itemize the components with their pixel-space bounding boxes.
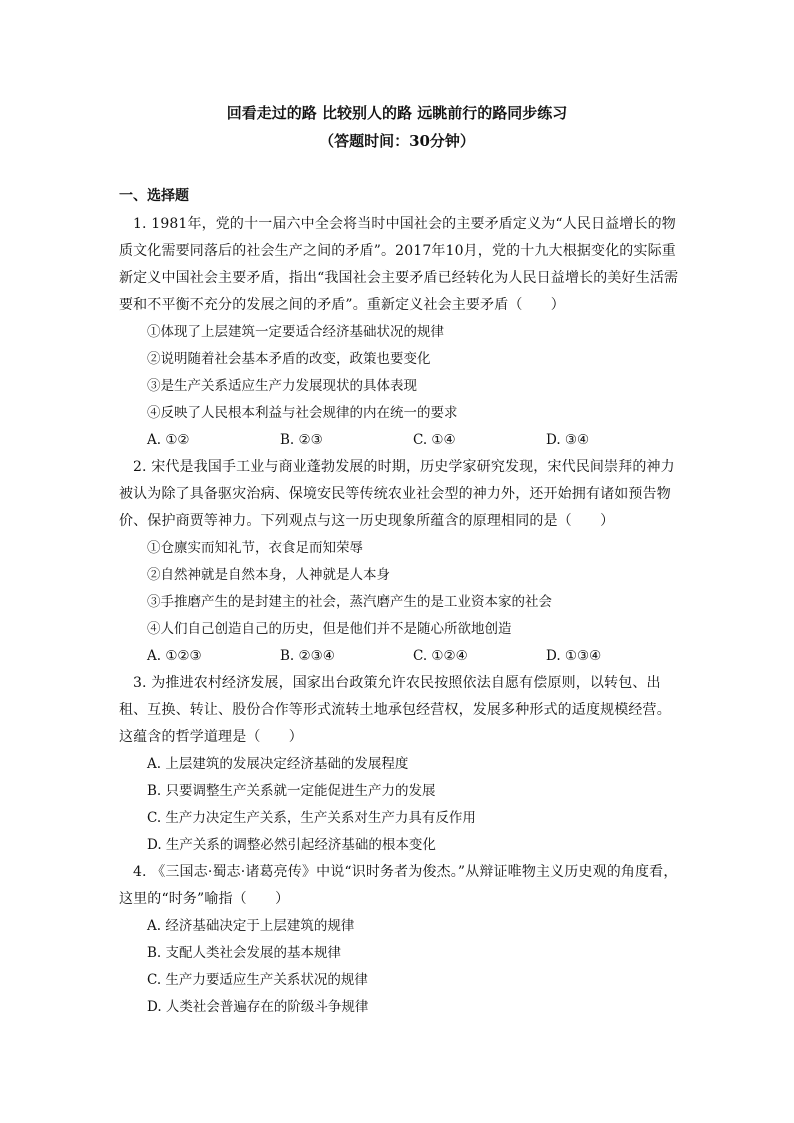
option-d: D. ①③④ — [546, 648, 602, 664]
option-b: B. 只要调整生产关系就一定能促进生产力的发展 — [147, 783, 436, 799]
option-a: A. ①②③ — [147, 648, 202, 664]
statement: ③手推磨产生的是封建主的社会，蒸汽磨产生的是工业资本家的社会 — [147, 594, 552, 610]
option-d: D. ③④ — [546, 432, 590, 448]
option-c: C. 生产力要适应生产关系状况的规律 — [147, 972, 368, 988]
statement: ④人们自己创造自己的历史，但是他们并不是随心所欲地创造 — [147, 621, 512, 637]
statement: ④反映了人民根本利益与社会规律的内在统一的要求 — [147, 405, 458, 421]
option-row — [119, 643, 679, 670]
document-subtitle: （答题时间：30分钟） — [319, 132, 475, 150]
statement: ①仓廪实而知礼节，衣食足而知荣辱 — [147, 540, 363, 556]
option-c: C. ①②④ — [413, 648, 468, 664]
option-b: B. 支配人类社会发展的基本规律 — [147, 945, 342, 961]
question-list — [119, 211, 679, 1021]
question-4 — [119, 859, 679, 1021]
question-stem: 1. 1981年，党的十一届六中全会将当时中国社会的主要矛盾定义为“人民日益增长的物质文化需要同落后的社会生产之间的矛盾”。2017年10月，党的十九大根据变化的实际重新定义中国社会主要矛盾，指出“我国社会主要矛盾已经转化为人民日益增长的美好生活需要和不平衡不充分的发展之间的矛盾”。重新定义社会主要矛盾（ ） — [119, 216, 679, 313]
option-d: D. 生产关系的调整必然引起经济基础的根本变化 — [147, 837, 436, 853]
option-a: A. 上层建筑的发展决定经济基础的发展程度 — [147, 756, 409, 772]
question-stem: 4. 《三国志·蜀志·诸葛亮传》中说“识时务者为俊杰。”从辩证唯物主义历史观的角度看，这里的“时务”喻指（ ） — [119, 864, 678, 907]
statement: ①体现了上层建筑一定要适合经济基础状况的规律 — [147, 324, 444, 340]
section-heading: 一、选择题 — [119, 188, 189, 204]
statement: ③是生产关系适应生产力发展现状的具体表现 — [147, 378, 417, 394]
question-stem: 2. 宋代是我国手工业与商业蓬勃发展的时期，历史学家研究发现，宋代民间崇拜的神力被认为除了具备驱灾治病、保境安民等传统农业社会型的神力外，还开始拥有诸如预告物价、保护商贾等神力。下列观点与这一历史现象所蕴含的原理相同的是（ ） — [119, 459, 675, 529]
question-3 — [119, 670, 679, 859]
question-2 — [119, 454, 679, 670]
option-d: D. 人类社会普遍存在的阶级斗争规律 — [147, 999, 369, 1015]
option-c: C. ①④ — [413, 432, 456, 448]
statement: ②自然神就是自然本身，人神就是人本身 — [147, 567, 390, 583]
option-row — [119, 427, 679, 454]
option-c: C. 生产力决定生产关系，生产关系对生产力具有反作用 — [147, 810, 476, 826]
question-stem: 3. 为推进农村经济发展，国家出台政策允许农民按照依法自愿有偿原则，以转包、出租、互换、转让、股份合作等形式流转土地承包经营权，发展多种形式的适度规模经营。这蕴含的哲学道理是（ ） — [119, 675, 671, 745]
option-b: B. ②③④ — [280, 648, 335, 664]
option-a: A. 经济基础决定于上层建筑的规律 — [147, 918, 355, 934]
option-a: A. ①② — [147, 432, 190, 448]
document-title: 回看走过的路 比较别人的路 远眺前行的路同步练习 — [226, 104, 568, 122]
statement: ②说明随着社会基本矛盾的改变，政策也要变化 — [147, 351, 431, 367]
option-b: B. ②③ — [280, 432, 323, 448]
question-1 — [119, 211, 679, 454]
